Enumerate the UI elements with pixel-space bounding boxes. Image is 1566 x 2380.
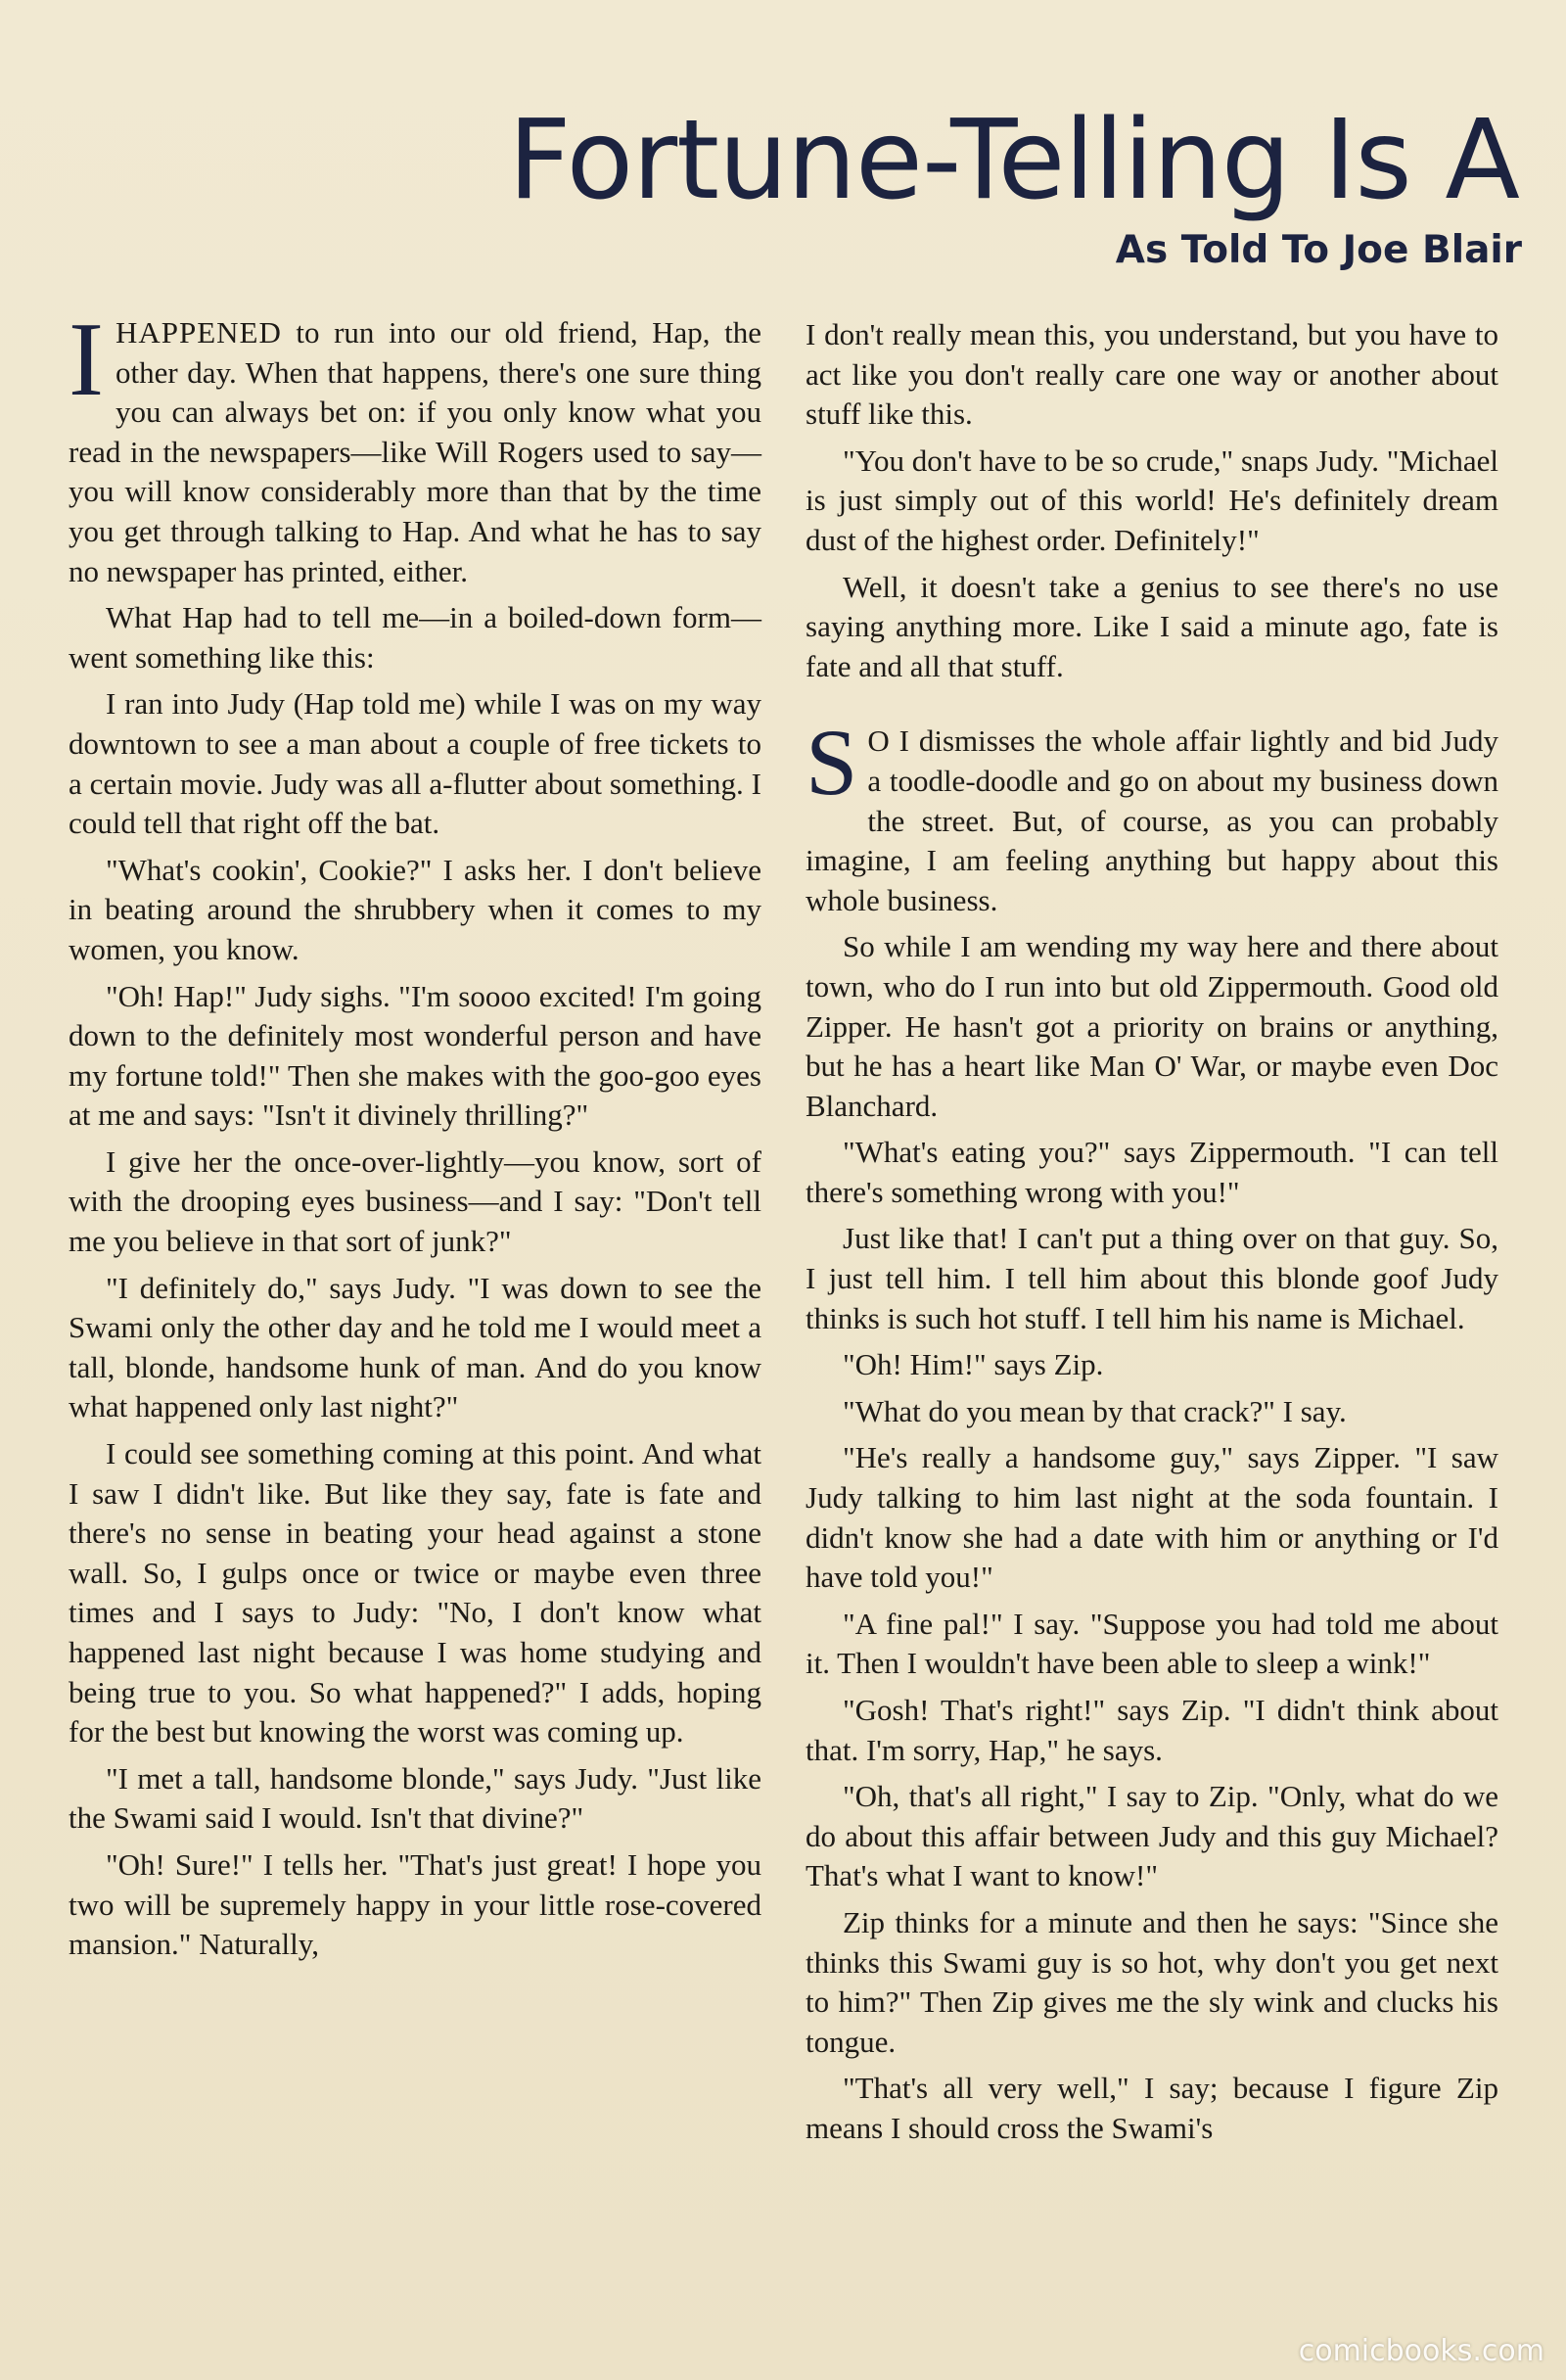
paragraph: What Hap had to tell me—in a boiled-down form—went something like this: [69, 600, 761, 675]
paragraph: "Gosh! That's right!" says Zip. "I didn't think about that. I'm sorry, Hap," he says. [806, 1693, 1498, 1767]
paragraph-text: O I dismisses the whole affair lightly and bid Judy a toodle-doodle and go on about my business down the street. But, of course, as you can probably imagine, I am feeling anything but happy about this whole business. [806, 723, 1498, 917]
paragraph: "Oh! Hap!" Judy sighs. "I'm soooo excited! I'm going down to the definitely most wonderful person and have my fortune told!" Then she makes with the goo-goo eyes at me and says: "Isn't it divinely thrilling?" [69, 978, 761, 1133]
right-column [806, 315, 1498, 2156]
left-column [69, 302, 761, 1972]
paragraph: I give her the once-over-lightly—you know, sort of with the drooping eyes business—and I say: "Don't tell me you believe in that sort of junk?" [69, 1143, 761, 1259]
paragraph [806, 710, 1498, 920]
paragraph [69, 302, 761, 591]
paragraph: I don't really mean this, you understand, but you have to act like you don't really care one way or another about stuff like this. [806, 317, 1498, 432]
paragraph: So while I am wending my way here and there about town, who do I run into but old Zippermouth. Good old Zipper. He hasn't got a priority on brains or anything, but he has a heart like Man O' War, or maybe even Doc Blanchard. [806, 929, 1498, 1123]
article-title: Fortune-Telling Is A [508, 97, 1519, 224]
paragraph: I ran into Judy (Hap told me) while I was on my way downtown to see a man about a couple of free tickets to a certain movie. Judy was all a-flutter about something. I could tell that right off the bat. [69, 686, 761, 841]
paragraph: Zip thinks for a minute and then he says: "Since she thinks this Swami guy is so hot, why don't you get next to him?" Then Zip gives me the sly wink and clucks his tongue. [806, 1904, 1498, 2059]
drop-cap: S [806, 710, 858, 816]
paragraph: I could see something coming at this point. And what I saw I didn't like. But like they say, fate is fate and there's no sense in beating your head against a stone wall. So, I gulps once or twice or maybe even three times and I says to Judy: "No, I don't know what happened last night because I was home studying and being true to you. So what happened?" I adds, hoping for the best but knowing the worst was coming up. [69, 1436, 761, 1750]
paragraph: "He's really a handsome guy," says Zipper. "I saw Judy talking to him last night at the soda fountain. I didn't know she had a date with him or anything or I'd have told you!" [806, 1440, 1498, 1595]
paragraph: "Oh, that's all right," I say to Zip. "Only, what do we do about this affair between Judy and this guy Michael? That's what I want to know!" [806, 1779, 1498, 1893]
paragraph: "A fine pal!" I say. "Suppose you had told me about it. Then I wouldn't have been able to sleep a wink!" [806, 1606, 1498, 1681]
paragraph: Well, it doesn't take a genius to see there's no use saying anything more. Like I said a minute ago, fate is fate and all that stuff. [806, 569, 1498, 683]
paragraph-text: to run into our old friend, Hap, the other day. When that happens, there's one sure thing you can always bet on: if you only know what you read in the newspapers—like Will Rogers used to say—you will know considerably more than that by the time you get through talking to Hap. And what he has to say no newspaper has printed, either. [69, 315, 761, 588]
paragraph: "That's all very well," I say; because I figure Zip means I should cross the Swami's [806, 2071, 1498, 2145]
paragraph: "I met a tall, handsome blonde," says Judy. "Just like the Swami said I would. Isn't that divine?" [69, 1760, 761, 1836]
paragraph: "Oh! Him!" says Zip. [843, 1347, 1104, 1382]
paragraph: "You don't have to be so crude," snaps Judy. "Michael is just simply out of this world! He's definitely dream dust of the highest order. Definitely!" [806, 443, 1498, 557]
drop-cap: I [69, 302, 104, 418]
paragraph: "What's eating you?" says Zippermouth. "I can tell there's something wrong with you!" [806, 1135, 1498, 1209]
article-byline: As Told To Joe Blair [1115, 228, 1522, 272]
lead-in: HAPPENED [115, 315, 282, 350]
paragraph: "What do you mean by that crack?" I say. [843, 1393, 1347, 1428]
paragraph: Just like that! I can't put a thing over on that guy. So, I just tell him. I tell him about this blonde goof Judy thinks is such hot stuff. I tell him his name is Michael. [806, 1221, 1498, 1335]
watermark: comicbooks.com [1298, 2334, 1544, 2368]
paragraph: "What's cookin', Cookie?" I asks her. I don't believe in beating around the shrubbery when it comes to my women, you know. [69, 852, 761, 966]
paragraph: "I definitely do," says Judy. "I was down to see the Swami only the other day and he told me I would meet a tall, blonde, handsome hunk of man. And do you know what happened only last night?" [69, 1270, 761, 1424]
paragraph: "Oh! Sure!" I tells her. "That's just great! I hope you two will be supremely happy in your little rose-covered mansion." Naturally, [69, 1846, 761, 1962]
